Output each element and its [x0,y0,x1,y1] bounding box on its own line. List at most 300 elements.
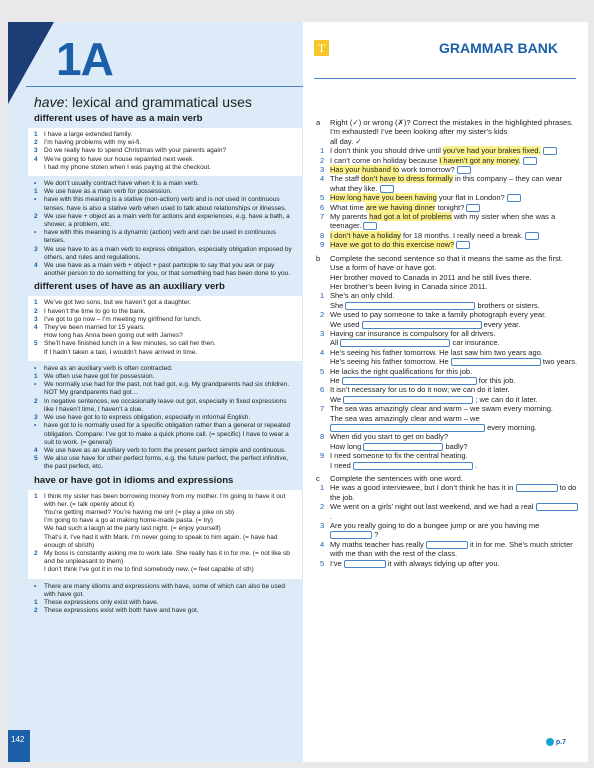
item-number: 7 [320,212,325,222]
item-number: 4 [320,174,325,184]
task-text: Complete the sentences with one word. [330,474,463,484]
text: with my sister when she was a teenager. [330,212,556,231]
text: She [330,300,344,310]
text: every morning. [487,423,537,432]
item-number: 2 [34,549,38,557]
item-number: 1 [34,188,38,196]
item-number [34,517,44,525]
answer-box[interactable] [363,443,443,451]
text: for 18 months. I really need a break. [400,230,524,240]
answer-box[interactable] [362,321,482,329]
item-number: 2 [34,212,38,220]
text: I’m exhausted! I’ve been looking after my sister’s kids [330,127,508,137]
exercise-item [316,146,578,155]
rule-line [34,398,296,414]
answer-box[interactable] [536,503,578,511]
text: I’ve [330,558,342,568]
text: He’s seeing his father tomorrow. He last saw him two years ago. [330,347,543,357]
exercises [316,114,578,568]
item-number: 4 [34,324,38,332]
arrow-icon [546,738,554,746]
example-line [34,493,296,509]
text: ? [374,530,379,540]
example-line [34,316,296,324]
page-reference[interactable]: p.7 [546,738,566,746]
item-text: We often use have got for possession. [44,373,155,381]
task-letter: c [316,474,320,484]
item-text [330,231,539,240]
example-line [34,550,296,566]
item-text [330,212,578,231]
answer-box[interactable] [342,377,477,385]
exercise-item [316,156,578,165]
example-line [34,156,296,164]
rule-line [34,229,296,245]
text: car insurance. [452,338,500,348]
item-number [34,566,44,574]
examples-main-verb [28,128,302,176]
highlighted-phrase: don’t have to dress formally [361,174,453,184]
item-number: 8 [320,230,325,240]
text: your flat in London? [436,193,505,203]
item-number: 1 [34,131,38,138]
example-line [34,164,296,172]
rule-line [34,365,296,373]
item-number: 9 [320,451,325,461]
exercise-item [316,231,578,240]
answer-box[interactable] [525,232,539,240]
text: My maths teacher has really [330,539,424,549]
answer-box[interactable] [543,147,557,155]
example-line [330,127,578,136]
item-number [34,164,44,172]
example-line [34,517,296,525]
item-text: have with this meaning is a dynamic (action) verb and can be used in continuous tenses. [44,229,276,245]
text: I don’t think you should drive until [330,146,443,156]
answer-box[interactable] [344,560,386,568]
item-text: I don’t think I’ve got it in me to find somebody new. (= feel capable of sth) [44,566,254,574]
item-text: We’re going to have our house repainted next week. [44,155,195,163]
item-number: 3 [320,165,325,175]
text: She’s an only child. [330,291,395,301]
answer-box[interactable] [363,222,377,230]
item-text: That’s it. I’ve had it with Mark. I’m never going to speak to him again. (= have had enough of sb/sth) [44,533,278,549]
exercise-item [316,451,578,470]
item-number: 2 [34,607,38,615]
example-line [34,147,296,155]
item-number: 2 [320,155,325,165]
item-text [330,451,477,470]
item-text: I’m going to have a go at making home-made pasta. (= try) [44,517,213,525]
text: The sea was amazingly clear and warm – we swam every morning. [330,404,554,414]
left-column [8,22,303,762]
exercise-item [316,348,578,367]
unit-title: 1A [56,33,113,85]
answer-box[interactable] [345,302,475,310]
rules-idioms [34,583,296,616]
exercise-item [316,212,578,231]
item-text: We don’t usually contract have when it is a main verb. [44,180,199,188]
item-text: My boss is constantly asking me to work late. She really has it in for me. (= not like sb and be unpleasant to them) [44,549,290,566]
item-text: I had my phone stolen when I was paying at the checkout. [44,163,211,171]
item-text: We’ve got two sons, but we haven’t got a daughter. [44,299,191,307]
rule-line [34,455,296,471]
highlighted-phrase: had got a lot of problems [369,212,452,222]
completion-line [330,414,578,433]
exercise-item [316,540,578,559]
text: to do the job. [330,483,577,502]
item-number: 2 [34,397,38,405]
section-heading-auxiliary: different uses of have as an auxiliary verb [34,281,225,293]
item-number: 2 [320,502,325,512]
item-number: 2 [34,307,38,315]
item-text: You’re getting married? You’re having me on! (= play a joke on sb) [44,508,235,516]
answer-box[interactable] [466,204,480,212]
section-heading-main-verb: different uses of have as a main verb [34,113,203,124]
text: We [330,394,342,404]
text: I need someone to fix the central heating. [330,451,468,461]
item-text [330,193,521,202]
item-number: • [34,180,37,188]
item-number: 8 [320,432,325,442]
item-number: • [34,381,37,389]
item-text [330,385,538,404]
item-number: 2 [320,310,325,320]
text: for this job. [478,375,516,385]
divider [314,78,576,79]
item-text: We use have as a main verb for possession. [44,188,172,196]
example-line [330,137,578,146]
example-line [34,299,296,307]
item-number: 1 [320,146,325,156]
item-text [330,404,578,432]
item-number: 1 [34,598,38,606]
rule-line [34,180,296,188]
text: Her brother’s been living in Canada since 2011. [330,281,488,291]
text: I need [330,460,351,470]
rule-line [34,196,296,212]
item-text: In negative sentences, we occasionally leave out got, especially in fixed expressions like I haven’t time, I haven’t a clue. [44,397,287,413]
completion-line [330,442,468,451]
item-number: 4 [320,539,325,549]
text: in this company – they can wear what they like. [330,174,563,193]
task-text: Complete the second sentence so that it means the same as the first. Use a form of have or have got. [330,253,563,273]
rule-line [34,373,296,381]
exercise-item [316,174,578,193]
exercise-item [316,291,578,310]
text: The sea was amazingly clear and warm – we [330,413,480,423]
exercise-item [316,559,578,568]
text: all day. ✓ [330,136,362,146]
item-text [330,502,578,521]
item-text: I’ve got to go now – I’m meeting my girlfriend for lunch. [44,315,202,323]
item-text: We had such a laugh at the party last night. (= enjoy yourself) [44,525,221,533]
item-text: These expressions exist with both have and have got. [44,607,199,615]
item-number: 3 [34,245,38,253]
highlighted-phrase: you’ve had your brakes fixed. [442,146,541,156]
item-number: 1 [34,299,38,307]
task-text: Right (✓) or wrong (✗)? Correct the mistakes in the highlighted phrases. [330,118,574,127]
answer-box[interactable] [330,531,372,539]
item-text [330,310,546,329]
text: My parents [330,212,370,222]
example-line [34,349,296,357]
grammar-bank-icon: T [314,40,329,56]
item-text [330,559,500,568]
highlighted-phrase: are we having dinner [365,202,436,212]
item-text: How long has Anna been going out with James? [44,332,183,340]
item-text: We use have to as a main verb to express obligation, especially obligation imposed by others, and rules and regulations. [44,245,292,261]
example-line [34,332,296,340]
example-line [34,324,296,332]
task-instruction [316,254,578,273]
text: it with always tidying up after you. [387,558,500,568]
item-text: We use have + object as a main verb for actions and experiences, e.g. have a bath, a shower, a problem, etc. [44,212,290,229]
text: We used to pay someone to take a family photograph every year. [330,310,547,320]
item-number [34,525,44,533]
completion-line [330,376,515,385]
item-number: • [34,364,37,372]
completion-line [330,395,538,404]
answer-box[interactable] [523,157,537,165]
example-line [34,566,296,574]
item-text [330,156,537,165]
text: It isn’t necessary for us to do it now; we can do it later. [330,385,510,395]
exercise-item [316,240,578,249]
completion-line [330,338,500,347]
item-number: 5 [320,366,325,376]
rule-line [34,599,296,607]
example-line [34,534,296,550]
text: He lacks the right qualifications for this job. [330,366,473,376]
item-number [34,332,44,340]
rules-main-verb [34,180,296,278]
grammar-bank-page [8,22,588,762]
example-line [34,131,296,139]
item-text [330,146,557,155]
item-text: I haven’t the time to go to the bank. [44,307,146,315]
text: He was a good interviewee, but I don’t think he has it in [330,483,514,493]
item-text: have as an auxiliary verb is often contracted. [44,364,173,372]
item-text: If I hadn’t taken a taxi, I wouldn’t have arrived in time. [44,348,198,356]
item-text [330,483,578,502]
item-number: 1 [320,483,325,493]
item-text [330,521,578,540]
item-number: 6 [320,202,325,212]
page-number: 142 [8,730,30,762]
example-line [34,525,296,533]
item-text: have got to is normally used for a specific obligation rather than a general or repeated obligation. Compare: I’ve got to make a quick phone call. (= specific) I have to wear a suit to work. (= general) [44,422,291,446]
item-number: 4 [34,446,38,454]
answer-box[interactable] [330,424,485,432]
divider [26,86,303,87]
highlighted-phrase: Have we got to do this exercise now? [330,240,455,250]
text: We went on a girls’ night out last weekend, and we had a real [330,502,534,512]
item-text: There are many idioms and expressions with have, some of which can also be used with have got. [44,582,285,598]
rule-line [34,262,296,278]
item-number: 1 [34,492,38,500]
exercise-item [316,165,578,174]
text: badly? [445,441,468,451]
task-letter: a [316,118,321,127]
text: two years. [542,357,578,367]
item-number: 4 [34,155,38,163]
item-text: We also use have for other perfect forms, e.g. the future perfect, the perfect infinitive, the past perfect, etc. [44,455,289,471]
item-number: 5 [320,558,325,568]
rule-line [34,213,296,229]
section-title: have: lexical and grammatical uses [34,94,252,110]
exercise-item [316,502,578,521]
rules-auxiliary [34,365,296,472]
rule-line [34,246,296,262]
item-text: They’ve been married for 15 years. [44,324,145,332]
answer-box[interactable] [353,462,473,470]
text: We used [330,319,360,329]
rule-line [34,414,296,422]
task-instruction [316,118,578,127]
answer-box[interactable] [343,396,473,404]
text: The staff [330,174,362,184]
grammar-bank-title: GRAMMAR BANK [439,40,558,56]
exercise-item [316,404,578,432]
item-number: • [34,229,37,237]
text: brothers or sisters. [477,300,540,310]
item-number: 3 [34,147,38,155]
rule-line [34,607,296,615]
item-text [330,203,480,212]
item-number: 2 [34,139,38,147]
highlighted-phrase: How long have you been having [330,193,437,203]
exercise-item [316,329,578,348]
answer-box[interactable] [516,484,558,492]
item-text: We normally use had for the past, not had got, e.g. My grandparents had six children. NOT My grandparents had got… [44,381,290,397]
text: tonight? [435,202,465,212]
item-number: • [34,196,37,204]
example-line [330,273,578,282]
completion-line [330,301,540,310]
highlighted-phrase: I don’t have a holiday [330,230,401,240]
example-line [34,340,296,348]
item-number: • [34,422,37,430]
item-text [330,367,515,386]
text: He [330,375,340,385]
rule-line [34,188,296,196]
rule-line [34,381,296,397]
section-heading-idioms: have or have got in idioms and expressions [34,474,234,486]
item-text [330,432,468,451]
text: Having car insurance is compulsory for all drivers. [330,328,496,338]
text: Her brother moved to Canada in 2011 and he still lives there. [330,272,532,282]
text: ; we can do it later. [475,394,538,404]
exercise-item [316,385,578,404]
highlighted-phrase: I haven’t got any money. [439,155,521,165]
item-number: 5 [34,340,38,348]
answer-box[interactable] [451,358,541,366]
item-text: We use have as an auxiliary verb to form the present perfect simple and continuous. [44,446,286,454]
item-text [330,291,540,310]
item-number: 1 [34,373,38,381]
item-number: 4 [34,262,38,270]
rule-line [34,422,296,447]
item-text: I’m having problems with my wi-fi. [44,139,142,147]
completion-line [330,357,577,366]
item-text: I have a large extended family. [44,131,133,138]
completion-line [330,461,477,470]
text: All [330,338,339,348]
answer-box[interactable] [426,541,468,549]
text: When did you start to get on badly? [330,432,448,442]
example-line [34,308,296,316]
example-line [34,509,296,517]
item-text: These expressions only exist with have. [44,598,159,606]
item-number: 3 [34,315,38,323]
item-text [330,329,500,348]
item-text [330,174,578,193]
completion-line [330,320,546,329]
example-line [34,139,296,147]
answer-box[interactable] [340,339,450,347]
corner-decoration [8,22,54,104]
item-text: We use have as a main verb + object + past participle to say that you ask or pay another person to do something for you, or that something bad has been done to you. [44,262,291,278]
text: . [330,511,333,521]
text: work tomorrow? [399,165,455,175]
item-number: 1 [320,291,325,301]
item-number: 9 [320,240,325,250]
item-number: 5 [34,455,38,463]
text: Are you really going to do a bungee jump or are you having me [330,521,540,531]
item-text [330,240,470,249]
text: He’s seeing his father tomorrow. He [330,357,449,367]
answer-box[interactable] [457,166,471,174]
item-text: have with this meaning is a stative (non-action) verb and is not used in continuous tenses. have is also a stative verb when used to talk about relationships or illnesses. [44,196,287,212]
item-number: 7 [320,404,325,414]
rule-line [34,447,296,455]
item-number: 3 [320,521,325,531]
item-number: • [34,582,37,590]
exercise-item [316,521,578,540]
answer-box[interactable] [507,194,521,202]
item-text: I think my sister has been borrowing money from my mother. I’m going to have it out with her. (= talk openly about it) [44,492,286,508]
answer-box[interactable] [456,241,470,249]
item-text [330,165,471,174]
exercise-item [316,483,578,502]
example-line [330,282,578,291]
task-letter: b [316,253,321,263]
text: it in for me. She’s much stricter with me than with the rest of the class. [330,539,573,559]
text: How long [330,441,362,451]
exercise-item [316,310,578,329]
examples-idioms [28,490,302,579]
task-instruction [316,474,578,483]
text: . [475,460,478,470]
answer-box[interactable] [380,185,394,193]
item-text [330,348,577,367]
exercise-item [316,432,578,451]
examples-auxiliary [28,296,302,360]
item-number [34,509,44,517]
highlighted-phrase: Has your husband to [330,165,400,175]
item-number: 3 [320,328,325,338]
exercise-item [316,203,578,212]
item-number [34,349,44,357]
item-number [34,534,44,550]
exercise-item [316,193,578,202]
item-number: 5 [320,193,325,203]
item-text: Do we really have to spend Christmas with your parents again? [44,147,227,155]
item-text: We use have got to to express obligation, especially in informal English. [44,414,251,422]
text: every year. [483,319,521,329]
text: I can’t come on holiday because [330,155,440,165]
